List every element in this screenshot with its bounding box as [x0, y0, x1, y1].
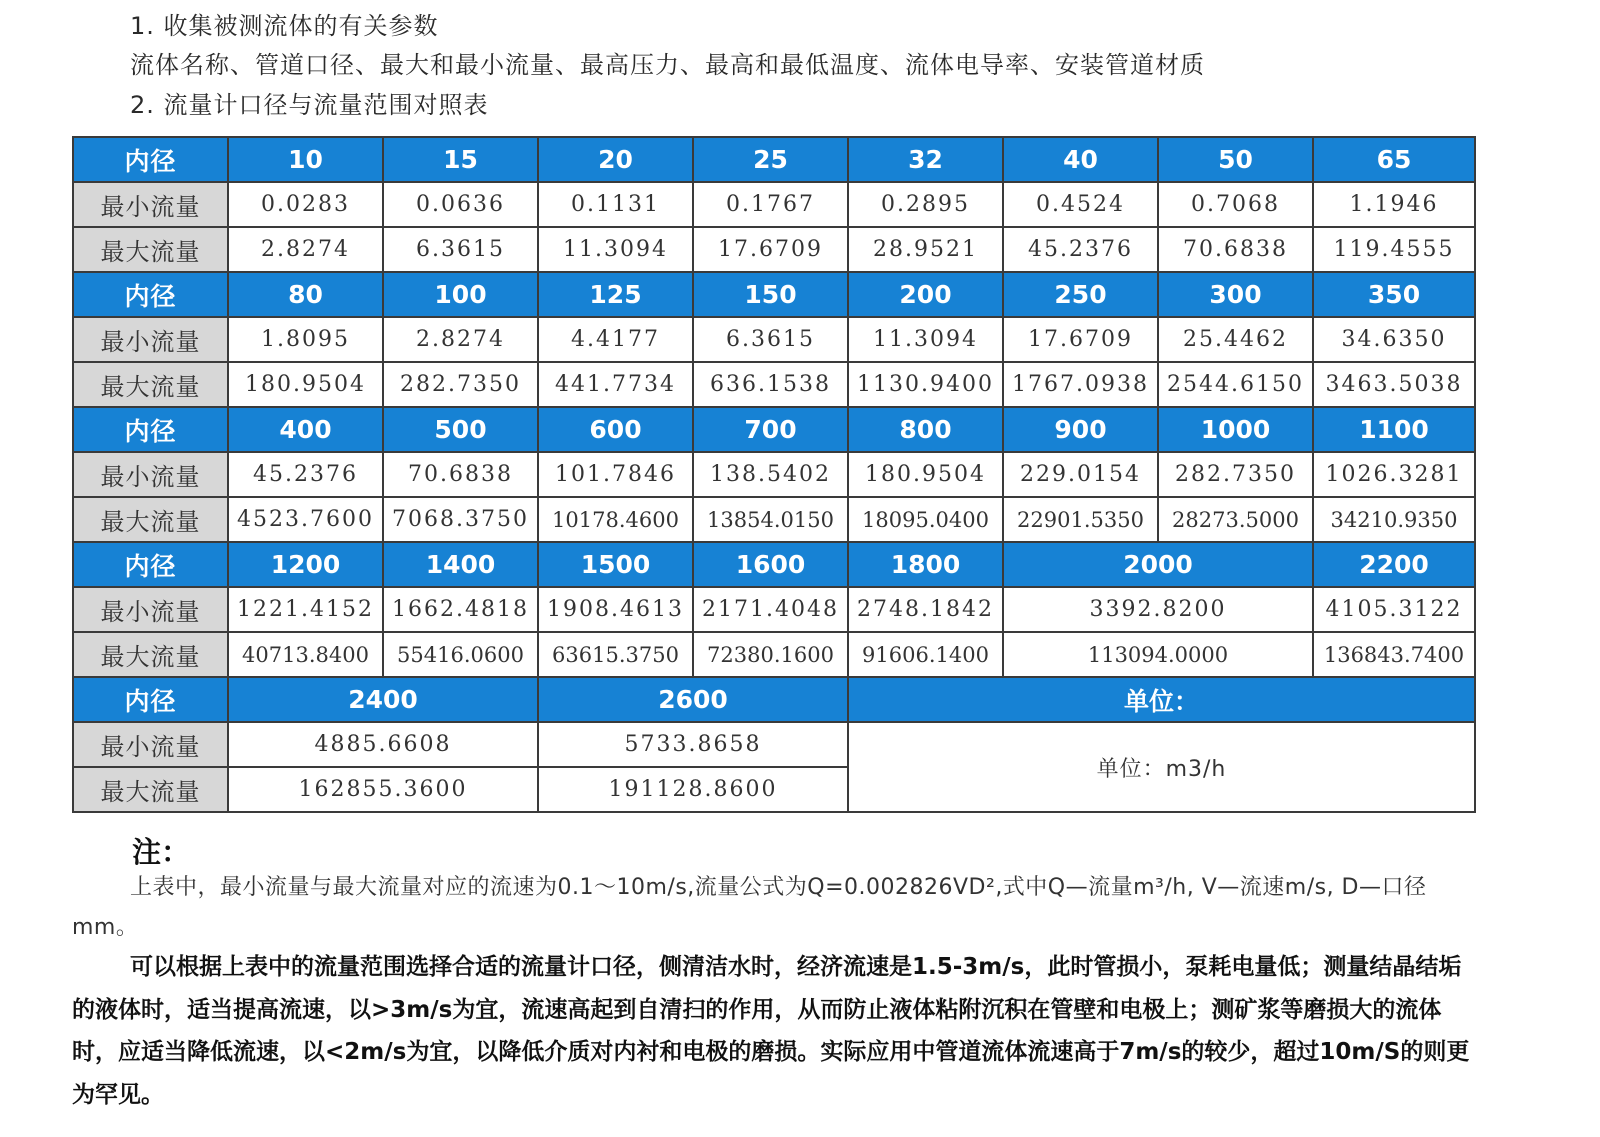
flow-value-cell: 70.6838 — [1158, 227, 1313, 272]
min-flow-row — [73, 722, 1475, 767]
diameter-cell: 1200 — [228, 542, 383, 587]
flow-value-cell: 229.0154 — [1003, 452, 1158, 497]
diameter-label: 内径 — [73, 542, 228, 587]
max-flow-row — [73, 632, 1475, 677]
flow-value-cell: 1130.9400 — [848, 362, 1003, 407]
flow-value-cell: 4105.3122 — [1313, 587, 1475, 632]
diameter-cell: 1500 — [538, 542, 693, 587]
diameter-cell: 15 — [383, 137, 538, 182]
note-paragraph-2: 可以根据上表中的流量范围选择合适的流量计口径，侧清洁水时，经济流速是1.5-3m/s，此时管损小，泵耗电量低；测量结晶结垢的液体时，适当提高流速，以>3m/s为宜，流速高起到自清扫的作用，从而防止液体粘附沉积在管壁和电极上；测矿浆等磨损大的流体时，应适当降低流速，以<2m/s为宜，以降低介质对内衬和电极的磨损。实际应用中管道流体流速高于7m/s的较少，超过10m/S的则更为罕见。 — [72, 954, 1470, 1108]
diameter-cell: 600 — [538, 407, 693, 452]
diameter-cell: 65 — [1313, 137, 1475, 182]
diameter-cell: 1600 — [693, 542, 848, 587]
diameter-cell: 40 — [1003, 137, 1158, 182]
max-flow-label: 最大流量 — [73, 632, 228, 677]
flow-value-cell: 34210.9350 — [1313, 497, 1475, 542]
max-flow-label: 最大流量 — [73, 227, 228, 272]
min-flow-row — [73, 587, 1475, 632]
diameter-cell: 800 — [848, 407, 1003, 452]
flow-value-cell: 11.3094 — [538, 227, 693, 272]
flow-value-cell: 1.1946 — [1313, 182, 1475, 227]
min-flow-row — [73, 182, 1475, 227]
flow-value-cell: 1662.4818 — [383, 587, 538, 632]
max-flow-label: 最大流量 — [73, 497, 228, 542]
flow-value-cell: 136843.7400 — [1313, 632, 1475, 677]
diameter-cell: 250 — [1003, 272, 1158, 317]
note-heading: 注： — [132, 835, 191, 869]
flow-value-cell: 28.9521 — [848, 227, 1003, 272]
flow-value-cell: 1.8095 — [228, 317, 383, 362]
min-flow-label: 最小流量 — [73, 587, 228, 632]
flow-value-cell: 72380.1600 — [693, 632, 848, 677]
flow-value-cell: 0.2895 — [848, 182, 1003, 227]
min-flow-label: 最小流量 — [73, 722, 228, 767]
note-paragraph-1: 上表中，最小流量与最大流量对应的流速为0.1～10m/s,流量公式为Q=0.002826VD²,式中Q—流量m³/h, V—流速m/s, D—口径mm。 — [72, 875, 1427, 940]
diameter-cell: 125 — [538, 272, 693, 317]
diameter-cell: 350 — [1313, 272, 1475, 317]
diameter-cell: 2400 — [228, 677, 538, 722]
flow-value-cell: 180.9504 — [848, 452, 1003, 497]
diameter-label: 内径 — [73, 677, 228, 722]
intro-line-3: 2. 流量计口径与流量范围对照表 — [130, 91, 489, 119]
flow-value-cell: 4.4177 — [538, 317, 693, 362]
flow-value-cell: 10178.4600 — [538, 497, 693, 542]
intro-line-1: 1. 收集被测流体的有关参数 — [130, 12, 439, 40]
table-header-row — [73, 272, 1475, 317]
flow-value-cell: 1221.4152 — [228, 587, 383, 632]
flow-range-table — [72, 136, 1476, 813]
max-flow-row — [73, 362, 1475, 407]
flow-value-cell: 0.1767 — [693, 182, 848, 227]
flow-value-cell: 55416.0600 — [383, 632, 538, 677]
flow-value-cell: 5733.8658 — [538, 722, 848, 767]
flow-value-cell: 1908.4613 — [538, 587, 693, 632]
table-header-row — [73, 677, 1475, 722]
flow-value-cell: 4885.6608 — [228, 722, 538, 767]
flow-value-cell: 3463.5038 — [1313, 362, 1475, 407]
min-flow-label: 最小流量 — [73, 452, 228, 497]
flow-value-cell: 1026.3281 — [1313, 452, 1475, 497]
flow-value-cell: 2748.1842 — [848, 587, 1003, 632]
flow-value-cell: 636.1538 — [693, 362, 848, 407]
min-flow-row — [73, 317, 1475, 362]
diameter-label: 内径 — [73, 272, 228, 317]
flow-value-cell: 0.7068 — [1158, 182, 1313, 227]
table-header-row — [73, 407, 1475, 452]
diameter-cell: 1800 — [848, 542, 1003, 587]
flow-value-cell: 0.1131 — [538, 182, 693, 227]
diameter-cell: 200 — [848, 272, 1003, 317]
flow-value-cell: 25.4462 — [1158, 317, 1313, 362]
diameter-cell: 150 — [693, 272, 848, 317]
flow-value-cell: 28273.5000 — [1158, 497, 1313, 542]
flow-value-cell: 22901.5350 — [1003, 497, 1158, 542]
flow-value-cell: 34.6350 — [1313, 317, 1475, 362]
diameter-cell: 2600 — [538, 677, 848, 722]
flow-value-cell: 0.0636 — [383, 182, 538, 227]
flow-value-cell: 2171.4048 — [693, 587, 848, 632]
diameter-cell: 700 — [693, 407, 848, 452]
flow-value-cell: 17.6709 — [1003, 317, 1158, 362]
diameter-label: 内径 — [73, 137, 228, 182]
diameter-cell: 2000 — [1003, 542, 1313, 587]
table-header-row — [73, 542, 1475, 587]
flow-value-cell: 17.6709 — [693, 227, 848, 272]
flow-value-cell: 13854.0150 — [693, 497, 848, 542]
flow-value-cell: 162855.3600 — [228, 767, 538, 812]
flow-value-cell: 7068.3750 — [383, 497, 538, 542]
diameter-cell: 300 — [1158, 272, 1313, 317]
flow-value-cell: 1767.0938 — [1003, 362, 1158, 407]
flow-value-cell: 0.4524 — [1003, 182, 1158, 227]
flow-value-cell: 441.7734 — [538, 362, 693, 407]
diameter-cell: 25 — [693, 137, 848, 182]
min-flow-label: 最小流量 — [73, 317, 228, 362]
max-flow-label: 最大流量 — [73, 767, 228, 812]
flow-value-cell: 0.0283 — [228, 182, 383, 227]
unit-text-cell: 单位：m3/h — [848, 722, 1475, 812]
diameter-cell: 1400 — [383, 542, 538, 587]
flow-value-cell: 6.3615 — [693, 317, 848, 362]
flow-value-cell: 101.7846 — [538, 452, 693, 497]
flow-value-cell: 2.8274 — [383, 317, 538, 362]
flow-value-cell: 6.3615 — [383, 227, 538, 272]
flow-value-cell: 191128.8600 — [538, 767, 848, 812]
flow-value-cell: 63615.3750 — [538, 632, 693, 677]
flow-value-cell: 40713.8400 — [228, 632, 383, 677]
flow-value-cell: 3392.8200 — [1003, 587, 1313, 632]
flow-value-cell: 70.6838 — [383, 452, 538, 497]
flow-value-cell: 180.9504 — [228, 362, 383, 407]
min-flow-row — [73, 452, 1475, 497]
table-header-row — [73, 137, 1475, 182]
flow-value-cell: 138.5402 — [693, 452, 848, 497]
intro-line-2: 流体名称、管道口径、最大和最小流量、最高压力、最高和最低温度、流体电导率、安装管道材质 — [130, 51, 1205, 79]
flow-value-cell: 119.4555 — [1313, 227, 1475, 272]
diameter-cell: 100 — [383, 272, 538, 317]
max-flow-label: 最大流量 — [73, 362, 228, 407]
flow-value-cell: 282.7350 — [383, 362, 538, 407]
diameter-label: 内径 — [73, 407, 228, 452]
diameter-cell: 20 — [538, 137, 693, 182]
diameter-cell: 900 — [1003, 407, 1158, 452]
flow-value-cell: 2.8274 — [228, 227, 383, 272]
flow-value-cell: 18095.0400 — [848, 497, 1003, 542]
flow-value-cell: 282.7350 — [1158, 452, 1313, 497]
diameter-cell: 500 — [383, 407, 538, 452]
flow-value-cell: 113094.0000 — [1003, 632, 1313, 677]
unit-header-cell: 单位： — [848, 677, 1475, 722]
flow-value-cell: 4523.7600 — [228, 497, 383, 542]
diameter-cell: 400 — [228, 407, 383, 452]
diameter-cell: 50 — [1158, 137, 1313, 182]
diameter-cell: 1000 — [1158, 407, 1313, 452]
min-flow-label: 最小流量 — [73, 182, 228, 227]
flow-value-cell: 2544.6150 — [1158, 362, 1313, 407]
max-flow-row — [73, 497, 1475, 542]
diameter-cell: 1100 — [1313, 407, 1475, 452]
flow-value-cell: 11.3094 — [848, 317, 1003, 362]
flow-value-cell: 45.2376 — [1003, 227, 1158, 272]
diameter-cell: 32 — [848, 137, 1003, 182]
flow-value-cell: 45.2376 — [228, 452, 383, 497]
diameter-cell: 80 — [228, 272, 383, 317]
max-flow-row — [73, 227, 1475, 272]
flow-value-cell: 91606.1400 — [848, 632, 1003, 677]
diameter-cell: 10 — [228, 137, 383, 182]
diameter-cell: 2200 — [1313, 542, 1475, 587]
